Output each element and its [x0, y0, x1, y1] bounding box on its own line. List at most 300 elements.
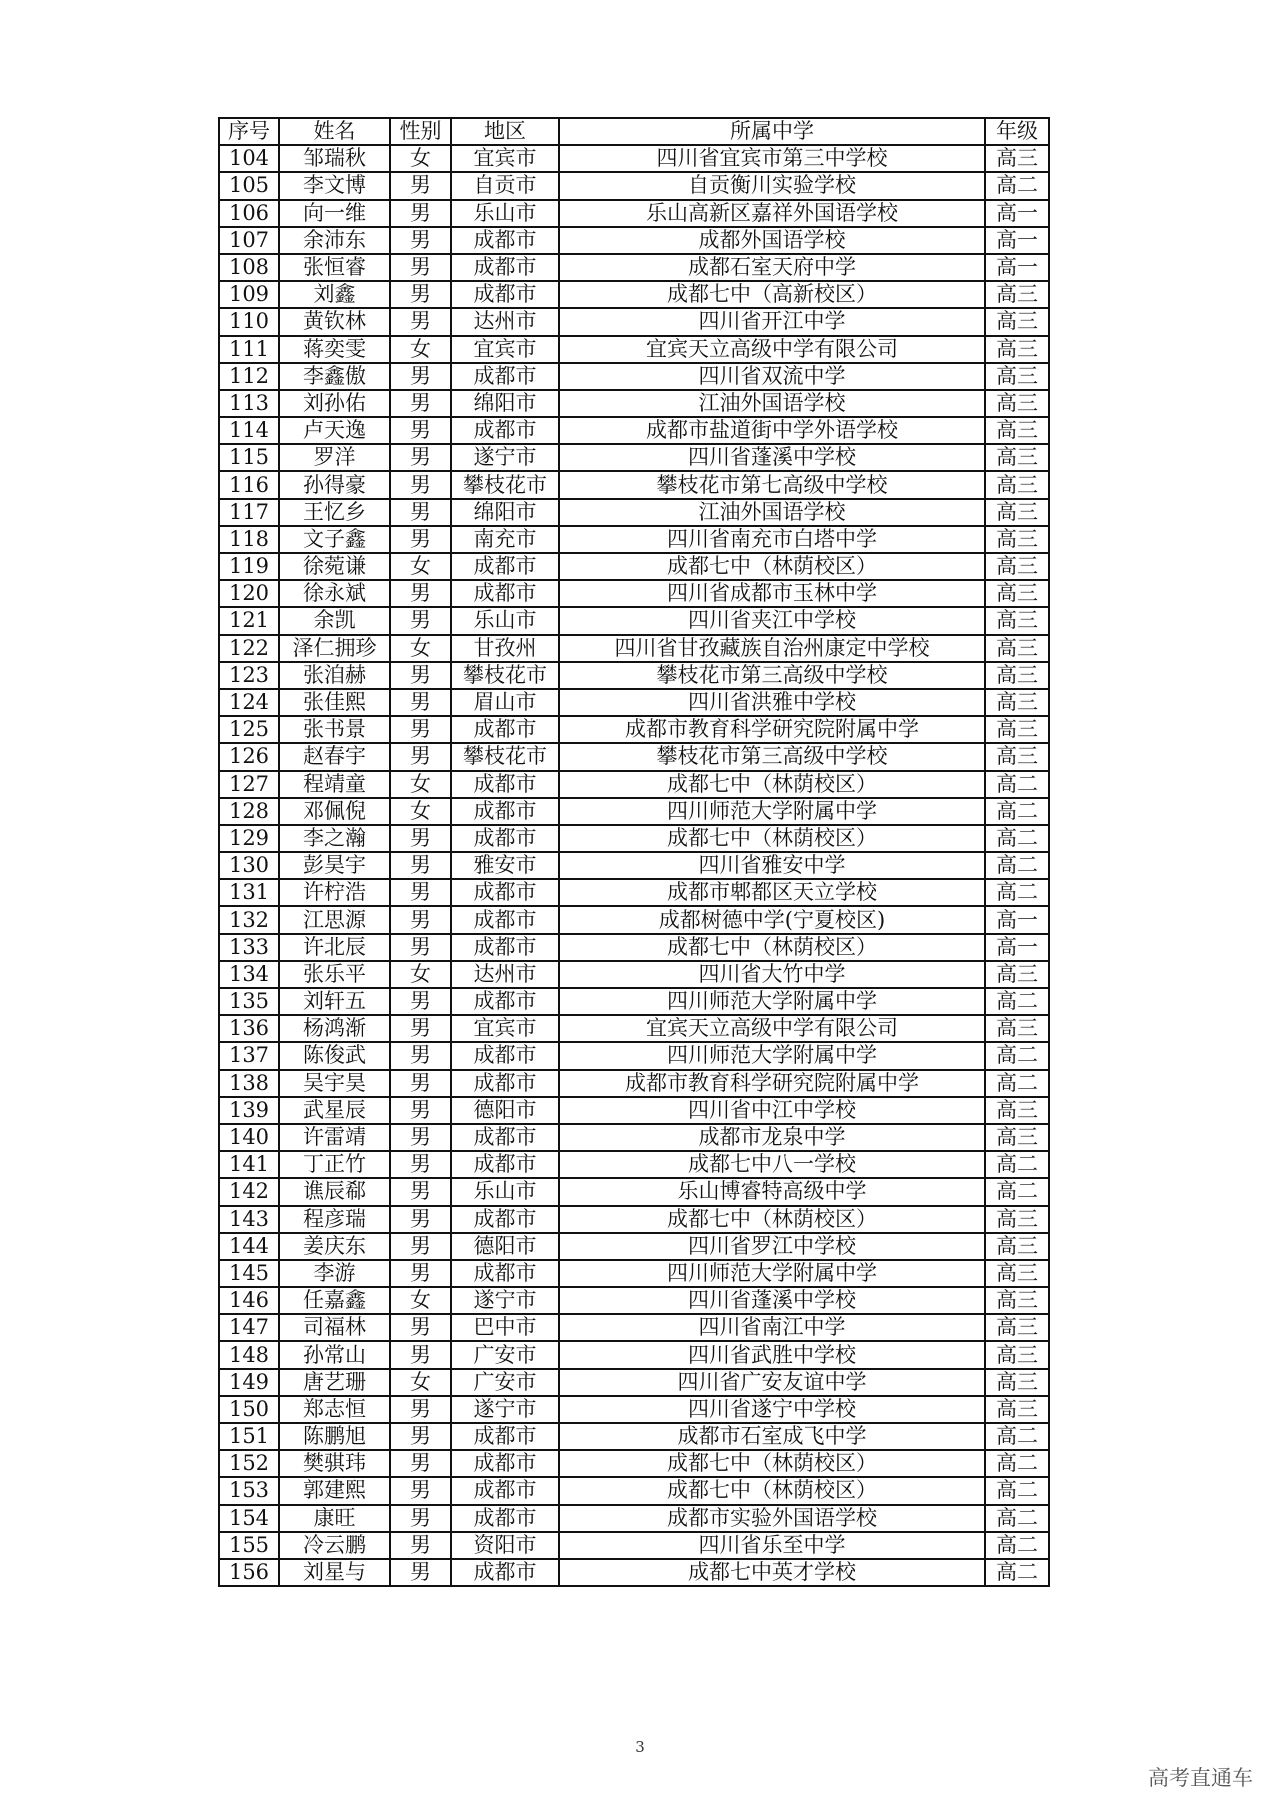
cell-name: 程彦瑞 — [279, 1206, 390, 1233]
cell-gender: 男 — [390, 1124, 451, 1151]
cell-grade: 高三 — [985, 1341, 1049, 1368]
cell-gender: 男 — [390, 1396, 451, 1423]
header-name: 姓名 — [279, 118, 390, 145]
cell-name: 刘鑫 — [279, 281, 390, 308]
cell-index: 124 — [219, 689, 279, 716]
cell-index: 143 — [219, 1206, 279, 1233]
cell-region: 绵阳市 — [451, 499, 559, 526]
cell-region: 眉山市 — [451, 689, 559, 716]
cell-grade: 高二 — [985, 1423, 1049, 1450]
cell-name: 刘孙佑 — [279, 390, 390, 417]
cell-region: 乐山市 — [451, 1178, 559, 1205]
cell-index: 138 — [219, 1070, 279, 1097]
cell-gender: 男 — [390, 1260, 451, 1287]
cell-gender: 男 — [390, 417, 451, 444]
cell-name: 李游 — [279, 1260, 390, 1287]
cell-region: 成都市 — [451, 1042, 559, 1069]
table-row — [219, 499, 1049, 526]
cell-name: 李之瀚 — [279, 825, 390, 852]
cell-name: 姜庆东 — [279, 1233, 390, 1260]
cell-region: 成都市 — [451, 1260, 559, 1287]
cell-grade: 高三 — [985, 1314, 1049, 1341]
table-row — [219, 308, 1049, 335]
cell-index: 137 — [219, 1042, 279, 1069]
cell-index: 151 — [219, 1423, 279, 1450]
cell-grade: 高三 — [985, 281, 1049, 308]
table-row — [219, 689, 1049, 716]
table-row — [219, 771, 1049, 798]
cell-grade: 高二 — [985, 798, 1049, 825]
cell-school: 四川省遂宁中学校 — [559, 1396, 985, 1423]
cell-gender: 男 — [390, 1559, 451, 1586]
cell-school: 成都七中八一学校 — [559, 1151, 985, 1178]
cell-name: 彭昊宇 — [279, 852, 390, 879]
table-row — [219, 961, 1049, 988]
cell-region: 甘孜州 — [451, 635, 559, 662]
header-school: 所属中学 — [559, 118, 985, 145]
cell-name: 许雷靖 — [279, 1124, 390, 1151]
cell-region: 乐山市 — [451, 607, 559, 634]
cell-name: 余凯 — [279, 607, 390, 634]
cell-index: 122 — [219, 635, 279, 662]
cell-region: 雅安市 — [451, 852, 559, 879]
table-row — [219, 1042, 1049, 1069]
cell-index: 120 — [219, 580, 279, 607]
cell-index: 132 — [219, 906, 279, 933]
cell-index: 148 — [219, 1341, 279, 1368]
cell-school: 四川省雅安中学 — [559, 852, 985, 879]
cell-region: 宜宾市 — [451, 336, 559, 363]
cell-name: 许北辰 — [279, 934, 390, 961]
header-region: 地区 — [451, 118, 559, 145]
cell-name: 张恒睿 — [279, 254, 390, 281]
cell-region: 攀枝花市 — [451, 471, 559, 498]
table-row — [219, 281, 1049, 308]
cell-index: 105 — [219, 172, 279, 199]
cell-index: 126 — [219, 743, 279, 770]
cell-gender: 女 — [390, 798, 451, 825]
cell-grade: 高二 — [985, 172, 1049, 199]
cell-grade: 高二 — [985, 988, 1049, 1015]
cell-index: 104 — [219, 145, 279, 172]
header-index: 序号 — [219, 118, 279, 145]
cell-index: 107 — [219, 227, 279, 254]
header-grade: 年级 — [985, 118, 1049, 145]
cell-school: 江油外国语学校 — [559, 390, 985, 417]
cell-gender: 男 — [390, 1178, 451, 1205]
cell-name: 卢天逸 — [279, 417, 390, 444]
cell-school: 攀枝花市第三高级中学校 — [559, 662, 985, 689]
cell-school: 成都市石室成飞中学 — [559, 1423, 985, 1450]
watermark: 高考直通车 — [1148, 1766, 1253, 1790]
cell-name: 冷云鹏 — [279, 1532, 390, 1559]
cell-index: 147 — [219, 1314, 279, 1341]
table-row — [219, 580, 1049, 607]
cell-school: 乐山高新区嘉祥外国语学校 — [559, 200, 985, 227]
cell-school: 四川省大竹中学 — [559, 961, 985, 988]
table-row — [219, 1287, 1049, 1314]
cell-name: 李鑫傲 — [279, 363, 390, 390]
cell-name: 陈俊武 — [279, 1042, 390, 1069]
table-row — [219, 172, 1049, 199]
cell-gender: 男 — [390, 1505, 451, 1532]
cell-gender: 男 — [390, 1233, 451, 1260]
cell-gender: 男 — [390, 879, 451, 906]
cell-region: 宜宾市 — [451, 1015, 559, 1042]
cell-grade: 高二 — [985, 1505, 1049, 1532]
table-row — [219, 1206, 1049, 1233]
cell-region: 广安市 — [451, 1369, 559, 1396]
cell-gender: 男 — [390, 1450, 451, 1477]
cell-grade: 高三 — [985, 444, 1049, 471]
table-row — [219, 444, 1049, 471]
cell-grade: 高三 — [985, 635, 1049, 662]
cell-school: 四川省南江中学 — [559, 1314, 985, 1341]
cell-grade: 高二 — [985, 1151, 1049, 1178]
cell-gender: 男 — [390, 1097, 451, 1124]
cell-school: 成都外国语学校 — [559, 227, 985, 254]
cell-name: 江思源 — [279, 906, 390, 933]
cell-name: 张佳熙 — [279, 689, 390, 716]
cell-region: 成都市 — [451, 771, 559, 798]
cell-school: 四川省洪雅中学校 — [559, 689, 985, 716]
cell-region: 成都市 — [451, 417, 559, 444]
table-row — [219, 716, 1049, 743]
cell-index: 139 — [219, 1097, 279, 1124]
table-row — [219, 825, 1049, 852]
table-row — [219, 1450, 1049, 1477]
cell-school: 成都七中（林荫校区） — [559, 771, 985, 798]
cell-grade: 高二 — [985, 879, 1049, 906]
cell-gender: 女 — [390, 553, 451, 580]
cell-school: 四川师范大学附属中学 — [559, 798, 985, 825]
cell-index: 145 — [219, 1260, 279, 1287]
cell-gender: 男 — [390, 1070, 451, 1097]
cell-grade: 高一 — [985, 254, 1049, 281]
cell-region: 成都市 — [451, 1559, 559, 1586]
table-row — [219, 934, 1049, 961]
cell-index: 133 — [219, 934, 279, 961]
cell-gender: 男 — [390, 363, 451, 390]
cell-region: 攀枝花市 — [451, 743, 559, 770]
table-row — [219, 1233, 1049, 1260]
cell-index: 108 — [219, 254, 279, 281]
cell-name: 泽仁拥珍 — [279, 635, 390, 662]
cell-school: 成都石室天府中学 — [559, 254, 985, 281]
cell-region: 成都市 — [451, 825, 559, 852]
cell-school: 成都七中（林荫校区） — [559, 553, 985, 580]
cell-gender: 男 — [390, 906, 451, 933]
cell-index: 135 — [219, 988, 279, 1015]
cell-name: 蒋奕雯 — [279, 336, 390, 363]
cell-gender: 男 — [390, 1015, 451, 1042]
cell-name: 樊骐玮 — [279, 1450, 390, 1477]
cell-name: 武星辰 — [279, 1097, 390, 1124]
cell-region: 德阳市 — [451, 1233, 559, 1260]
cell-gender: 女 — [390, 1369, 451, 1396]
cell-school: 成都树德中学(宁夏校区) — [559, 906, 985, 933]
cell-grade: 高三 — [985, 471, 1049, 498]
cell-index: 149 — [219, 1369, 279, 1396]
cell-grade: 高三 — [985, 743, 1049, 770]
cell-region: 德阳市 — [451, 1097, 559, 1124]
table-row — [219, 1260, 1049, 1287]
cell-gender: 男 — [390, 1314, 451, 1341]
cell-name: 许柠浩 — [279, 879, 390, 906]
cell-name: 孙常山 — [279, 1341, 390, 1368]
student-list-table — [218, 117, 1050, 1587]
cell-gender: 女 — [390, 336, 451, 363]
cell-gender: 男 — [390, 662, 451, 689]
cell-gender: 男 — [390, 1341, 451, 1368]
cell-name: 徐永斌 — [279, 580, 390, 607]
table-row — [219, 1559, 1049, 1586]
cell-name: 黄钦林 — [279, 308, 390, 335]
cell-region: 成都市 — [451, 798, 559, 825]
cell-region: 成都市 — [451, 227, 559, 254]
cell-gender: 男 — [390, 1151, 451, 1178]
cell-school: 攀枝花市第七高级中学校 — [559, 471, 985, 498]
cell-school: 四川省蓬溪中学校 — [559, 444, 985, 471]
cell-gender: 男 — [390, 988, 451, 1015]
cell-index: 125 — [219, 716, 279, 743]
table-row — [219, 553, 1049, 580]
cell-name: 余沛东 — [279, 227, 390, 254]
page-number: 3 — [635, 1738, 645, 1756]
table-row — [219, 1070, 1049, 1097]
cell-index: 152 — [219, 1450, 279, 1477]
cell-index: 112 — [219, 363, 279, 390]
cell-school: 四川省双流中学 — [559, 363, 985, 390]
cell-region: 遂宁市 — [451, 1287, 559, 1314]
cell-gender: 男 — [390, 281, 451, 308]
cell-index: 130 — [219, 852, 279, 879]
table-row — [219, 1423, 1049, 1450]
cell-index: 142 — [219, 1178, 279, 1205]
cell-grade: 高二 — [985, 1559, 1049, 1586]
cell-index: 113 — [219, 390, 279, 417]
cell-region: 广安市 — [451, 1341, 559, 1368]
cell-region: 自贡市 — [451, 172, 559, 199]
cell-gender: 男 — [390, 852, 451, 879]
cell-school: 四川省宜宾市第三中学校 — [559, 145, 985, 172]
cell-grade: 高三 — [985, 1206, 1049, 1233]
cell-index: 154 — [219, 1505, 279, 1532]
cell-gender: 男 — [390, 743, 451, 770]
cell-gender: 女 — [390, 635, 451, 662]
table-row — [219, 1015, 1049, 1042]
cell-grade: 高二 — [985, 1532, 1049, 1559]
cell-index: 123 — [219, 662, 279, 689]
table-row — [219, 145, 1049, 172]
cell-gender: 男 — [390, 390, 451, 417]
cell-gender: 男 — [390, 172, 451, 199]
table-row — [219, 1532, 1049, 1559]
cell-index: 121 — [219, 607, 279, 634]
cell-index: 119 — [219, 553, 279, 580]
cell-region: 成都市 — [451, 1423, 559, 1450]
cell-gender: 男 — [390, 716, 451, 743]
cell-school: 攀枝花市第三高级中学校 — [559, 743, 985, 770]
cell-grade: 高三 — [985, 145, 1049, 172]
table-row — [219, 1505, 1049, 1532]
cell-grade: 高三 — [985, 308, 1049, 335]
cell-gender: 男 — [390, 471, 451, 498]
cell-name: 邹瑞秋 — [279, 145, 390, 172]
cell-index: 141 — [219, 1151, 279, 1178]
cell-name: 郭建熙 — [279, 1477, 390, 1504]
cell-name: 徐菀谦 — [279, 553, 390, 580]
table-row — [219, 852, 1049, 879]
cell-name: 程靖童 — [279, 771, 390, 798]
cell-region: 达州市 — [451, 961, 559, 988]
cell-grade: 高三 — [985, 1396, 1049, 1423]
cell-grade: 高二 — [985, 1450, 1049, 1477]
table-row — [219, 254, 1049, 281]
cell-school: 成都七中（林荫校区） — [559, 825, 985, 852]
cell-name: 谯辰郗 — [279, 1178, 390, 1205]
cell-grade: 高三 — [985, 417, 1049, 444]
cell-grade: 高三 — [985, 1015, 1049, 1042]
cell-gender: 男 — [390, 1042, 451, 1069]
table-row — [219, 1124, 1049, 1151]
cell-index: 131 — [219, 879, 279, 906]
cell-school: 四川省蓬溪中学校 — [559, 1287, 985, 1314]
cell-name: 丁正竹 — [279, 1151, 390, 1178]
table-row — [219, 1477, 1049, 1504]
cell-school: 成都七中（林荫校区） — [559, 1450, 985, 1477]
cell-region: 攀枝花市 — [451, 662, 559, 689]
cell-grade: 高二 — [985, 1070, 1049, 1097]
cell-index: 140 — [219, 1124, 279, 1151]
cell-school: 四川省南充市白塔中学 — [559, 526, 985, 553]
table-row — [219, 988, 1049, 1015]
cell-index: 155 — [219, 1532, 279, 1559]
table-row — [219, 363, 1049, 390]
cell-region: 成都市 — [451, 1206, 559, 1233]
cell-grade: 高二 — [985, 1178, 1049, 1205]
cell-index: 156 — [219, 1559, 279, 1586]
cell-grade: 高三 — [985, 961, 1049, 988]
cell-gender: 男 — [390, 689, 451, 716]
table-row — [219, 227, 1049, 254]
cell-name: 邓佩倪 — [279, 798, 390, 825]
table-row — [219, 417, 1049, 444]
table-row — [219, 1097, 1049, 1124]
cell-school: 四川省甘孜藏族自治州康定中学校 — [559, 635, 985, 662]
cell-school: 成都市实验外国语学校 — [559, 1505, 985, 1532]
cell-name: 郑志恒 — [279, 1396, 390, 1423]
cell-index: 153 — [219, 1477, 279, 1504]
cell-school: 四川省中江中学校 — [559, 1097, 985, 1124]
cell-region: 巴中市 — [451, 1314, 559, 1341]
cell-grade: 高三 — [985, 363, 1049, 390]
cell-school: 成都市教育科学研究院附属中学 — [559, 716, 985, 743]
cell-name: 张乐平 — [279, 961, 390, 988]
cell-index: 129 — [219, 825, 279, 852]
cell-index: 134 — [219, 961, 279, 988]
cell-region: 成都市 — [451, 934, 559, 961]
cell-gender: 男 — [390, 499, 451, 526]
cell-grade: 高一 — [985, 200, 1049, 227]
cell-grade: 高三 — [985, 689, 1049, 716]
cell-grade: 高三 — [985, 1233, 1049, 1260]
cell-school: 成都七中（林荫校区） — [559, 1206, 985, 1233]
table-row — [219, 906, 1049, 933]
cell-school: 四川省广安友谊中学 — [559, 1369, 985, 1396]
cell-grade: 高三 — [985, 580, 1049, 607]
cell-grade: 高三 — [985, 662, 1049, 689]
cell-index: 115 — [219, 444, 279, 471]
cell-grade: 高三 — [985, 1369, 1049, 1396]
cell-region: 成都市 — [451, 988, 559, 1015]
cell-name: 赵春宇 — [279, 743, 390, 770]
cell-school: 四川师范大学附属中学 — [559, 988, 985, 1015]
cell-region: 成都市 — [451, 553, 559, 580]
cell-index: 114 — [219, 417, 279, 444]
cell-school: 自贡衡川实验学校 — [559, 172, 985, 199]
cell-gender: 男 — [390, 254, 451, 281]
cell-school: 成都市龙泉中学 — [559, 1124, 985, 1151]
table-row — [219, 1314, 1049, 1341]
table-row — [219, 526, 1049, 553]
cell-grade: 高二 — [985, 771, 1049, 798]
cell-region: 成都市 — [451, 254, 559, 281]
cell-index: 144 — [219, 1233, 279, 1260]
table-row — [219, 1369, 1049, 1396]
cell-region: 遂宁市 — [451, 1396, 559, 1423]
cell-index: 146 — [219, 1287, 279, 1314]
cell-index: 150 — [219, 1396, 279, 1423]
cell-name: 唐艺珊 — [279, 1369, 390, 1396]
cell-grade: 高一 — [985, 906, 1049, 933]
cell-name: 孙得豪 — [279, 471, 390, 498]
cell-name: 王忆乡 — [279, 499, 390, 526]
cell-region: 绵阳市 — [451, 390, 559, 417]
table-row — [219, 879, 1049, 906]
cell-school: 成都七中（高新校区） — [559, 281, 985, 308]
cell-region: 成都市 — [451, 1124, 559, 1151]
cell-gender: 男 — [390, 227, 451, 254]
cell-name: 张书景 — [279, 716, 390, 743]
cell-grade: 高三 — [985, 390, 1049, 417]
cell-grade: 高三 — [985, 553, 1049, 580]
cell-gender: 男 — [390, 1477, 451, 1504]
cell-grade: 高二 — [985, 825, 1049, 852]
cell-region: 成都市 — [451, 1070, 559, 1097]
cell-school: 成都七中（林荫校区） — [559, 934, 985, 961]
cell-index: 128 — [219, 798, 279, 825]
table-row — [219, 200, 1049, 227]
cell-school: 乐山博睿特高级中学 — [559, 1178, 985, 1205]
cell-name: 康旺 — [279, 1505, 390, 1532]
cell-grade: 高二 — [985, 852, 1049, 879]
cell-gender: 男 — [390, 444, 451, 471]
table-row — [219, 798, 1049, 825]
cell-gender: 男 — [390, 1532, 451, 1559]
cell-region: 成都市 — [451, 1450, 559, 1477]
table-header-row — [219, 118, 1049, 145]
table-row — [219, 743, 1049, 770]
cell-name: 文子鑫 — [279, 526, 390, 553]
cell-school: 成都七中（林荫校区） — [559, 1477, 985, 1504]
cell-grade: 高三 — [985, 499, 1049, 526]
cell-gender: 男 — [390, 1423, 451, 1450]
cell-index: 116 — [219, 471, 279, 498]
cell-region: 成都市 — [451, 1505, 559, 1532]
cell-gender: 女 — [390, 771, 451, 798]
cell-school: 宜宾天立高级中学有限公司 — [559, 336, 985, 363]
